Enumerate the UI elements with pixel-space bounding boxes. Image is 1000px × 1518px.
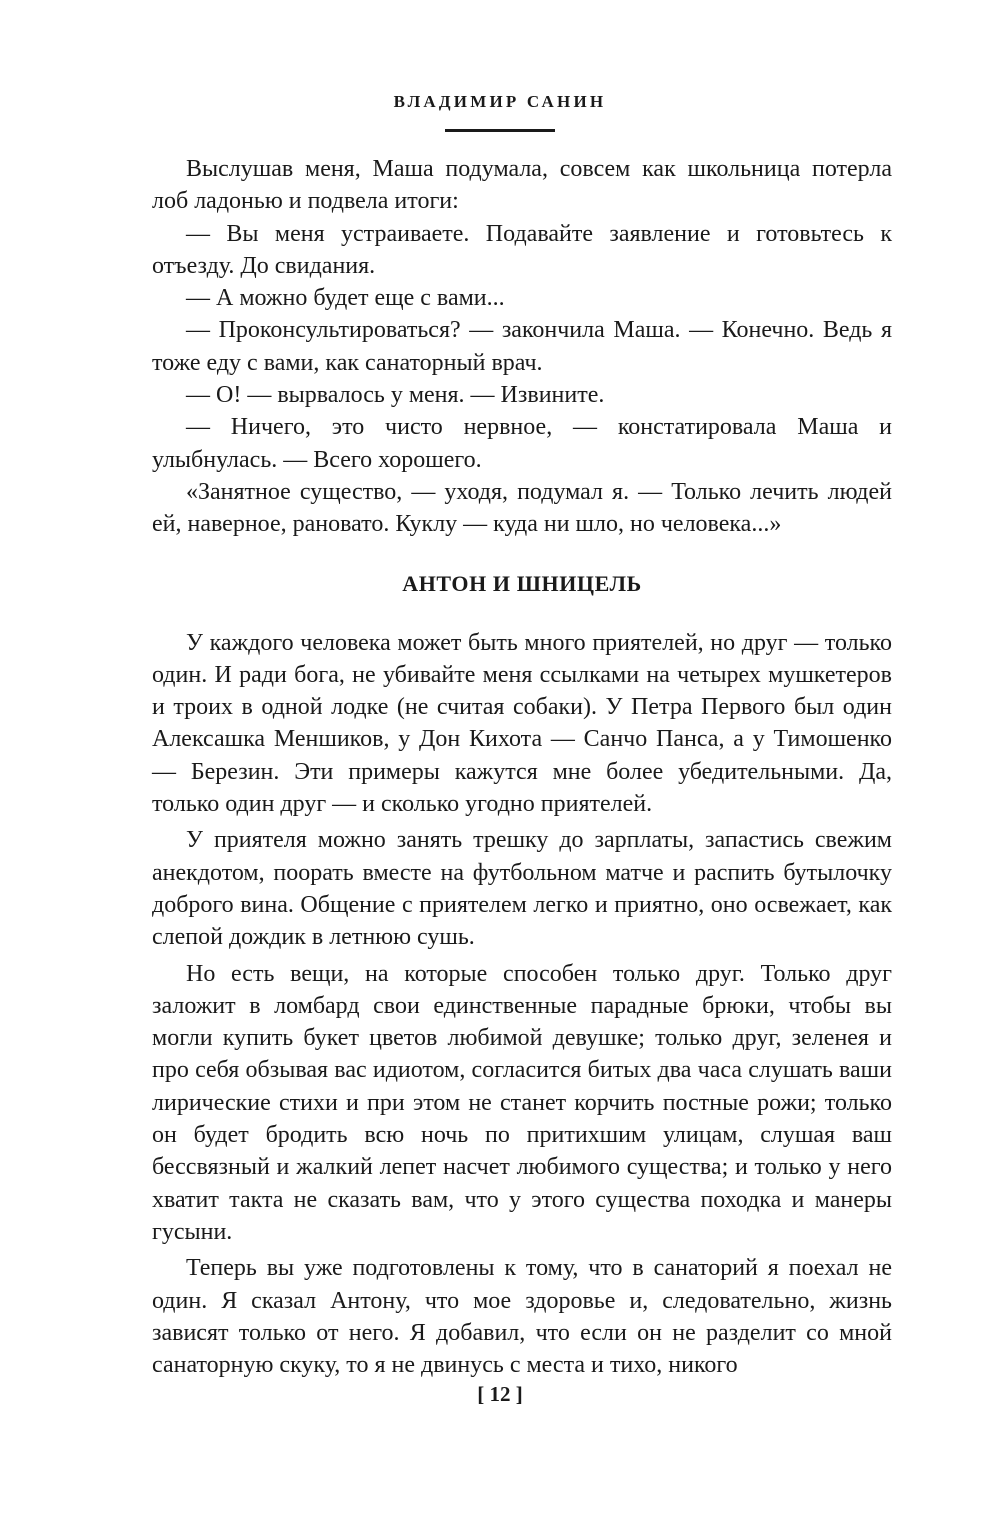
paragraph: «Занятное существо, — уходя, подумал я. — Только лечить людей ей, наверное, рановато. Куклу — куда ни шло, но человека...» (152, 478, 892, 538)
paragraph: У каждого человека может быть много приятелей, но друг — только один. И ради бога, не убивайте меня ссылками на четырех мушкетеров и троих в одной лодке (не считая собаки). У Петра Первого был один Алексашка Меншиков, у Дон Кихота — Санчо Панса, а у Тимошенко — Березин. Эти примеры кажутся мне более убедительными. Да, только один друг — и сколько угодно приятелей. (152, 629, 892, 818)
header-rule (445, 129, 555, 132)
author-name: ВЛАДИМИР САНИН (393, 92, 607, 111)
paragraph: У приятеля можно занять трешку до зарплаты, запастись свежим анекдотом, поорать вместе на футбольном матче и распить бутылочку доброго вина. Общение с приятелем легко и приятно, оно освежает, как слепой дождик в летнюю сушь. (152, 827, 892, 951)
paragraph: — О! — вырвалось у меня. — Извините. (186, 382, 605, 409)
paragraph: — Ничего, это чисто нервное, — констатировала Маша и улыбнулась. — Всего хорошего. (152, 414, 892, 473)
paragraph: Выслушав меня, Маша подумала, совсем как школьница потерла лоб ладонью и подвела итоги: (152, 156, 892, 215)
page-number: [ 12 ] (477, 1382, 523, 1406)
paragraph: Теперь вы уже подготовлены к тому, что в санаторий я поехал не один. Я сказал Антону, что мое здоровье и, следовательно, жизнь зависят только от него. Я добавил, что если он не разделит со мной санаторную скуку, то я не двинусь с места и тихо, никого (152, 1255, 892, 1379)
paragraph: Но есть вещи, на которые способен только друг. Только друг заложит в ломбард свои единственные парадные брюки, чтобы вы могли купить букет цветов любимой девушке; только друг, зеленея и про себя обзывая вас идиотом, согласится битых два часа слушать ваши лирические стихи и при этом не станет корчить постные рожи; только он будет бродить всю ночь по притихшим улицам, слушая ваш бессвязный и жалкий лепет насчет любимого существа; и только у него хватит такта не сказать вам, что у этого существа походка и манеры гусыни. (152, 960, 892, 1245)
paragraph: — Вы меня устраиваете. Подавайте заявление и готовьтесь к отъезду. До свидания. (152, 220, 892, 279)
paragraph: — А можно будет еще с вами... (186, 285, 505, 312)
running-header (0, 92, 1000, 112)
chapter-title: АНТОН И ШНИЦЕЛЬ (402, 570, 642, 596)
page-body (152, 153, 892, 1381)
paragraph: — Проконсультироваться? — закончила Маша. — Конечно. Ведь я тоже еду с вами, как санаторный врач. (152, 317, 892, 376)
